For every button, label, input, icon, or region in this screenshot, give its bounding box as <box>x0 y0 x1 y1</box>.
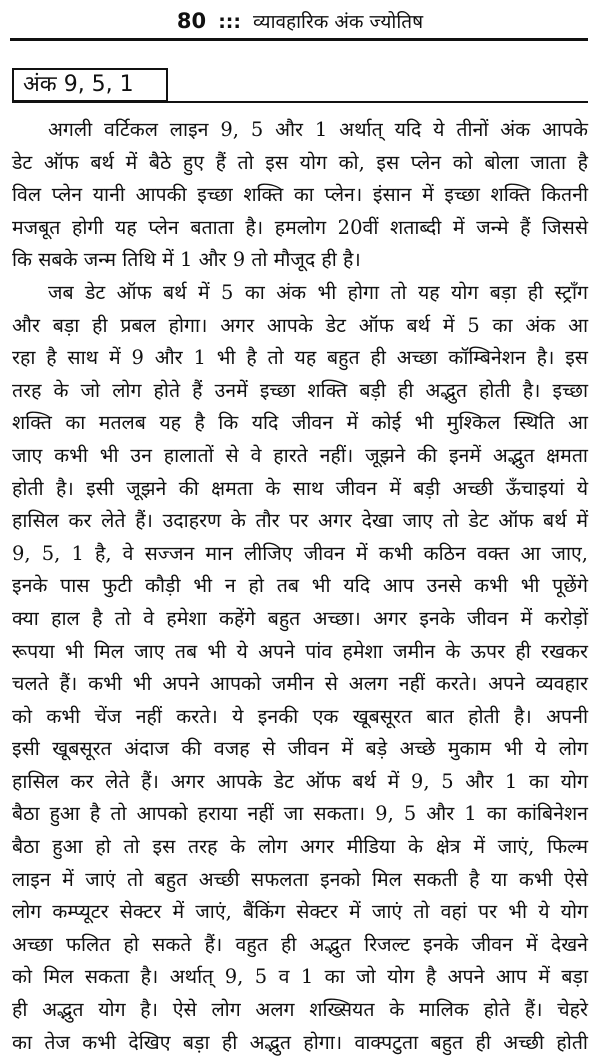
text-line: बैठा हुआ हो तो इस तरह के लोग अगर मीडिया के क्षेत्र में जाएं, फिल्म <box>12 835 588 859</box>
running-head <box>0 6 600 36</box>
body-text <box>12 114 588 1059</box>
text-line: का तेज कभी देखिए बड़ा ही अद्भुत होगा। वाक्पटुता बहुत ही अच्छी होती <box>12 1030 588 1054</box>
text-line: को कभी चेंज नहीं करते। ये इनकी एक खूबसूरत बात होती है। अपनी <box>12 704 588 728</box>
section-heading: अंक 9, 5, 1 <box>12 68 168 102</box>
text-line: को मिल सकता है। अर्थात् 9, 5 व 1 का जो योग है अपने आप में बड़ा <box>12 965 588 989</box>
text-line: विल प्लेन यानी आपकी इच्छा शक्ति का प्लेन। इंसान में इच्छा शक्ति कितनी <box>12 183 588 207</box>
text-line: जाए कभी भी उन हालातों से वे हारते नहीं। जूझने की इनमें अद्भुत क्षमता <box>12 443 588 467</box>
text-line: क्या हाल है तो वे हमेशा कहेंगे बहुत अच्छा। अगर इनके जीवन में करोड़ों <box>12 606 588 630</box>
header-rule <box>10 38 588 41</box>
text-line: इनके पास फुटी कौड़ी भी न हो तब भी यदि आप उनसे कभी भी पूछेंगे <box>12 574 588 598</box>
text-line: अगली वर्टिकल लाइन 9, 5 और 1 अर्थात् यदि ये तीनों अंक आपके <box>48 118 588 141</box>
text-line: और बड़ा ही प्रबल होगा। अगर आपके डेट ऑफ बर्थ में 5 का अंक आ <box>12 313 588 337</box>
text-line: इसी खूबसूरत अंदाज की वजह से जीवन में बड़े अच्छे मुकाम भी ये लोग <box>12 737 588 761</box>
text-line: अच्छा फलित हो सकते हैं। वहुत ही अद्भुत रिजल्ट इनके जीवन में देखने <box>12 932 588 956</box>
text-line: तरह के जो लोग होते हैं उनमें इच्छा शक्ति बड़ी ही अद्भुत होती है। इच्छा <box>12 378 588 402</box>
text-line: लाइन में जाएं तो बहुत अच्छी सफलता इनको मिल सकती है या कभी ऐसे <box>12 867 588 891</box>
text-line: डेट ऑफ बर्थ में बैठे हुए हैं तो इस योग को, इस प्लेन को बोला जाता है <box>12 150 588 174</box>
text-line: लोग कम्प्यूटर सेक्टर में जाएं, बैंकिंग सेक्टर में जाएं तो वहां पर भी ये योग <box>12 900 588 924</box>
text-line: होती है। इसी जूझने की क्षमता के साथ जीवन में बड़ी अच्छी ऊँचाइयां ये <box>12 476 588 500</box>
book-title: व्यावहारिक अंक ज्योतिष <box>253 11 424 33</box>
text-line: 9, 5, 1 है, वे सज्जन मान लीजिए जीवन में कभी कठिन वक्त आ जाए, <box>12 541 588 565</box>
text-line: जब डेट ऑफ बर्थ में 5 का अंक भी होगा तो यह योग बड़ा ही स्ट्राँग <box>48 280 588 304</box>
text-line: कि सबके जन्म तिथि में 1 और 9 तो मौजूद ही है। <box>12 248 361 272</box>
text-line: हासिल कर लेते हैं। अगर आपके डेट ऑफ बर्थ में 9, 5 और 1 का योग <box>12 769 588 793</box>
section-rule <box>12 101 588 103</box>
text-line: मजबूत होगी यह प्लेन बताता है। हमलोग 20वीं शताब्दी में जन्मे हैं जिससे <box>12 215 588 239</box>
running-head-separator: ::: <box>218 11 241 33</box>
page-number: 80 <box>176 9 207 33</box>
text-line: शक्ति का मतलब यह है कि यदि जीवन में कोई भी मुश्किल स्थिति आ <box>12 411 588 435</box>
text-line: चलते हैं। कभी भी अपने आपको जमीन से अलग नहीं करते। अपने व्यवहार <box>12 672 588 696</box>
text-line: रहा है साथ में 9 और 1 भी है तो यह बहुत ही अच्छा कॉम्बिनेशन है। इस <box>12 346 588 370</box>
text-line: हासिल कर लेते हैं। उदाहरण के तौर पर अगर देखा जाए तो डेट ऑफ बर्थ में <box>12 509 588 533</box>
text-line: रूपया भी मिल जाए तब भी ये अपने पांव हमेशा जमीन के ऊपर ही रखकर <box>12 639 588 663</box>
text-line: बैठा हुआ है तो आपको हराया नहीं जा सकता। 9, 5 और 1 का कांबिनेशन <box>12 802 588 826</box>
text-line: ही अद्भुत योग है। ऐसे लोग अलग शख्सियत के मालिक होते हैं। चेहरे <box>12 998 588 1022</box>
